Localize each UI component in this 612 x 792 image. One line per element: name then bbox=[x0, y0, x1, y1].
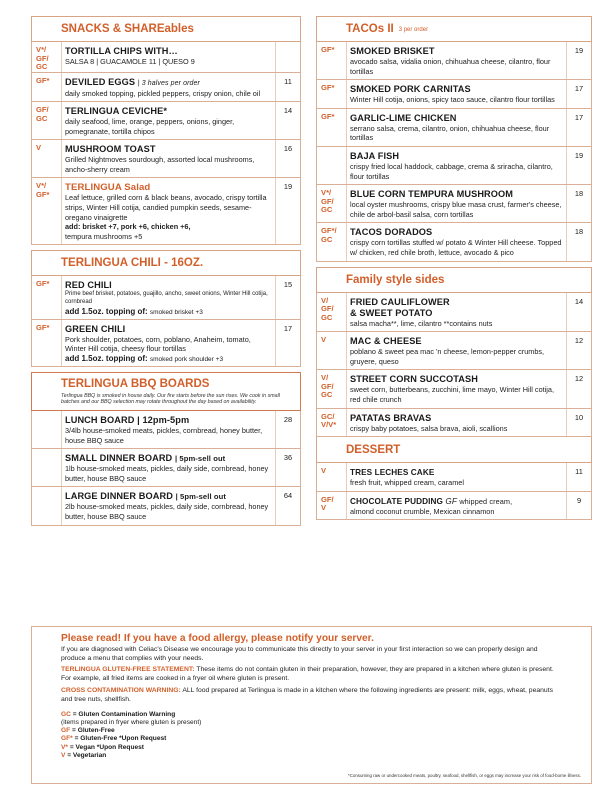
cc-warning-text: ALL food prepared at Terlingua is made in a kitchen where the following ingredients are present: milk, eggs, wheat, peanuts and tree nuts, shellfish. bbox=[61, 687, 553, 703]
section-note: 3 per order bbox=[398, 27, 429, 33]
item-name: CHOCOLATE PUDDING bbox=[350, 496, 443, 506]
diet-tag: GF/ GC bbox=[36, 105, 49, 123]
item-desc: crispy corn tortillas stuffed w/ potato & Winter Hill cheese. Topped w/ chicken, red chile broth, lettuce, avocado & pico bbox=[350, 238, 562, 257]
section-title: TACOs II bbox=[346, 23, 394, 35]
item-price: 11 bbox=[284, 76, 292, 86]
section-header-chili: TERLINGUA CHILI - 16OZ. bbox=[31, 250, 301, 276]
item-price: 19 bbox=[574, 46, 584, 55]
legend-code: V bbox=[61, 752, 66, 760]
legend-row bbox=[61, 735, 591, 743]
legend-text: (items prepared in fryer where gluten is present) bbox=[61, 718, 202, 726]
item-desc-inline: whipped cream, bbox=[459, 496, 513, 506]
celiac-text: If you are diagnosed with Celiac's Disease we encourage you to communicate this directly to your server in your first interaction so we can properly design and produce a menu that complies with your needs. bbox=[61, 646, 538, 662]
menu-item-garlic-lime-chicken bbox=[316, 109, 592, 147]
diet-legend bbox=[61, 711, 591, 761]
item-name: GREEN CHILI bbox=[65, 323, 126, 334]
item-desc: local oyster mushrooms, crispy blue masa crust, farmer's cheese, chile de arbol-basil salsa, corn tortillas bbox=[350, 200, 562, 219]
menu-item-tacos-dorados bbox=[316, 223, 592, 261]
menu-item-tortilla-chips bbox=[31, 42, 301, 73]
item-desc: daily smoked topping, pickled peppers, crispy onion, chile oil bbox=[65, 88, 261, 98]
item-price: 64 bbox=[283, 491, 293, 501]
diet-tag: V bbox=[321, 466, 327, 476]
item-name: SMOKED BRISKET bbox=[350, 46, 435, 56]
allergy-title: Please read! If you have a food allergy, please notify your server. bbox=[61, 633, 374, 644]
item-desc: 2lb house-smoked meats, pickles, daily side, cornbread, honey butter, house BBQ sauce bbox=[65, 502, 269, 521]
legend-text: = Vegetarian bbox=[67, 752, 107, 760]
item-name: GARLIC-LIME CHICKEN bbox=[350, 112, 457, 123]
diet-tag: GF* bbox=[321, 45, 335, 54]
item-desc: salsa macha**, lime, cilantro **contains nuts bbox=[350, 318, 493, 328]
item-name: SMOKED PORK CARNITAS bbox=[350, 84, 471, 95]
section-header-snacks: SNACKS & SHAREables bbox=[31, 16, 301, 42]
menu-item-mushroom-toast bbox=[31, 140, 301, 178]
item-name: TORTILLA CHIPS WITH… bbox=[65, 46, 178, 56]
bbq-intro: Terlingua BBQ is smoked in house daily. Our fire starts before the sun rises. We cook in small batches and our BBQ selection may rotate throughout the day based on availability. bbox=[61, 392, 280, 406]
legend-text: = Gluten-Free bbox=[72, 727, 115, 735]
item-name: PATATAS BRAVAS bbox=[350, 412, 432, 423]
diet-tag: GC/ V/V* bbox=[321, 411, 337, 429]
item-desc: Grilled Nightmoves sourdough, assorted local mushrooms, ancho-sherry cream bbox=[65, 155, 255, 174]
item-name: TERLINGUA Salad bbox=[65, 182, 151, 194]
legend-row bbox=[61, 727, 591, 735]
gf-statement-text: These items do not contain gluten in their preparation, however, they are prepared in a kitchen where gluten is present. For example, all fried items are cooked in a fryer oil where gluten is present. bbox=[61, 666, 554, 682]
legend-row bbox=[61, 711, 591, 719]
section-header-tacos bbox=[316, 16, 592, 42]
item-price: 12 bbox=[574, 374, 584, 384]
diet-tag: GF* bbox=[36, 75, 50, 85]
item-desc: poblano & sweet pea mac 'n cheese, lemon-pepper crumbs, gruyere, queso bbox=[350, 347, 545, 366]
menu-item-small-dinner-board bbox=[31, 449, 301, 487]
legend-row bbox=[61, 744, 591, 752]
item-name: FRIED CAULIFLOWER & SWEET POTATO bbox=[350, 296, 450, 318]
diet-tag: GF* bbox=[321, 83, 335, 93]
legend-row bbox=[61, 752, 591, 760]
legend-text: = Gluten-Free *Upon Request bbox=[74, 735, 167, 743]
left-column bbox=[31, 16, 301, 526]
item-desc: Leaf lettuce, grilled corn & black beans, avocado, crispy tortilla strips, Winter Hill cotija, candied pumpkin seeds, sesame-oregano vinaigrette bbox=[65, 193, 267, 222]
menu-item-deviled-eggs bbox=[31, 73, 301, 103]
menu-item-blue-corn-mushroom bbox=[316, 185, 592, 223]
item-name: BLUE CORN TEMPURA MUSHROOM bbox=[350, 189, 514, 200]
item-addon: add: brisket +7, pork +6, chicken +6, bbox=[65, 222, 191, 232]
diet-tag: GF*/ GC bbox=[321, 226, 337, 244]
item-price: 9 bbox=[576, 495, 582, 505]
item-tag-inline: GF bbox=[445, 496, 457, 506]
item-price: 17 bbox=[574, 84, 584, 94]
item-name: TRES LECHES CAKE bbox=[350, 468, 435, 478]
section-header-dessert: DESSERT bbox=[316, 437, 592, 463]
item-name: DEVILED EGGS bbox=[65, 76, 136, 87]
item-addon: add 1.5oz. topping of: bbox=[65, 353, 148, 363]
menu-item-pork-carnitas bbox=[316, 80, 592, 109]
item-price: 11 bbox=[575, 467, 583, 477]
allergy-notice bbox=[31, 626, 592, 784]
item-price: 10 bbox=[574, 412, 584, 422]
diet-tag: V*/ GF/ GC bbox=[321, 188, 334, 215]
item-price: 16 bbox=[283, 144, 293, 154]
item-name: MAC & CHEESE bbox=[350, 336, 422, 347]
diet-tag: GF* bbox=[321, 111, 335, 121]
menu-item-smoked-brisket bbox=[316, 42, 592, 80]
right-column bbox=[316, 16, 592, 520]
item-desc: crispy baby potatoes, salsa brava, aioli, scallions bbox=[350, 423, 508, 433]
item-name: MUSHROOM TOAST bbox=[65, 144, 156, 155]
legend-text: = Vegan *Upon Request bbox=[69, 743, 145, 751]
diet-tag: GF* bbox=[36, 322, 50, 332]
item-note: | 3 halves per order bbox=[137, 79, 200, 87]
item-price: 28 bbox=[283, 415, 293, 424]
item-name: LARGE DINNER BOARD bbox=[65, 491, 173, 502]
item-desc: serrano salsa, crema, cilantro, onion, chihuahua cheese, flour tortillas bbox=[350, 123, 550, 143]
menu-item-baja-fish bbox=[316, 147, 592, 185]
diet-tag: V*/ GF* bbox=[36, 181, 50, 199]
menu-item-tres-leches bbox=[316, 463, 592, 492]
item-desc: Prime beef brisket, potatoes, guajillo, ancho, sweet onions, Winter Hill cotija, cornbread bbox=[65, 291, 268, 306]
legend-code: GF* bbox=[61, 735, 73, 743]
diet-tag: V bbox=[36, 143, 42, 153]
item-desc: almond coconut crumble, Mexican cinnamon bbox=[350, 506, 495, 516]
gf-statement-label: TERLINGUA GLUTEN-FREE STATEMENT: bbox=[61, 666, 195, 674]
item-price bbox=[276, 42, 300, 72]
diet-tag bbox=[317, 147, 346, 184]
item-desc: 1lb house-smoked meats, pickles, daily side, cornbread, honey butter, house BBQ sauce bbox=[65, 464, 269, 483]
item-addon-rest: smoked pork shoulder +3 bbox=[149, 355, 224, 363]
menu-item-mac-cheese bbox=[316, 332, 592, 370]
item-price: 18 bbox=[574, 227, 584, 237]
item-price: 17 bbox=[283, 323, 293, 333]
item-price: 19 bbox=[574, 150, 584, 160]
item-desc: Winter Hill cotija, onions, spicy taco sauce, cilantro flour tortillas bbox=[350, 95, 555, 105]
diet-tag: V/ GF/ GC bbox=[321, 373, 334, 400]
item-desc: avocado salsa, vidalia onion, chihuahua cheese, cilantro, flour tortillas bbox=[350, 57, 551, 76]
item-price: 14 bbox=[574, 296, 584, 306]
menu-item-chocolate-pudding bbox=[316, 492, 592, 521]
item-name: STREET CORN SUCCOTASH bbox=[350, 374, 479, 385]
menu-item-ceviche bbox=[31, 102, 301, 140]
menu-item-street-corn bbox=[316, 370, 592, 408]
diet-tag: V*/ GF/ GC bbox=[36, 45, 49, 71]
item-price: 14 bbox=[283, 106, 293, 116]
item-name: SMALL DINNER BOARD bbox=[65, 453, 173, 464]
item-note: | 5pm-sell out bbox=[175, 492, 226, 502]
diet-tag: V bbox=[321, 335, 327, 345]
diet-tag: V/ GF/ GC bbox=[321, 295, 334, 322]
section-title: TERLINGUA BBQ BOARDS bbox=[61, 377, 210, 390]
item-note: | 5pm-sell out bbox=[174, 454, 226, 464]
legend-text: = Gluten Contamination Warning bbox=[72, 710, 176, 718]
cc-warning-label: CROSS CONTAMINATION WARNING: bbox=[61, 687, 181, 695]
legend-row bbox=[61, 719, 591, 727]
menu-item-fried-cauliflower bbox=[316, 293, 592, 333]
section-header-sides: Family style sides bbox=[316, 267, 592, 293]
menu-item-red-chili bbox=[31, 276, 301, 319]
item-desc: Pork shoulder, potatoes, corn, poblano, Anaheim, tomato, Winter Hill cotija, cheesy flour tortillas bbox=[65, 334, 251, 354]
raw-food-footnote: *Consuming raw or undercooked meats, poultry, seafood, shellfish, or eggs may increase your risk of food-borne illness. bbox=[348, 773, 581, 778]
item-name: RED CHILI bbox=[65, 280, 112, 291]
legend-code: V* bbox=[61, 743, 68, 751]
item-price: 17 bbox=[574, 112, 584, 122]
item-price: 36 bbox=[283, 453, 293, 463]
menu-item-terlingua-salad bbox=[31, 178, 301, 245]
section-header-bbq bbox=[31, 372, 301, 411]
item-price: 15 bbox=[283, 280, 293, 290]
item-name: LUNCH BOARD | 12pm-5pm bbox=[65, 415, 190, 425]
item-addon: add 1.5oz. topping of: bbox=[65, 306, 148, 316]
item-desc: daily seafood, lime, orange, peppers, onions, ginger, pomegranate, tortilla chipos bbox=[65, 117, 235, 136]
item-addon-cont: tempura mushrooms +5 bbox=[65, 231, 143, 241]
legend-code: GC bbox=[61, 710, 71, 718]
item-name: TACOS DORADOS bbox=[350, 227, 433, 238]
menu-item-lunch-board bbox=[31, 411, 301, 449]
item-price: 19 bbox=[283, 182, 293, 192]
item-addon-rest: smoked brisket +3 bbox=[149, 308, 203, 316]
menu-item-patatas-bravas bbox=[316, 409, 592, 438]
diet-tag: GF* bbox=[36, 279, 50, 289]
item-price: 18 bbox=[574, 189, 584, 199]
item-desc: SALSA 8 | GUACAMOLE 11 | QUESO 9 bbox=[65, 57, 195, 66]
legend-code: GF bbox=[61, 727, 71, 735]
item-desc: 3/4lb house-smoked meats, pickles, cornbread, honey butter, house BBQ sauce bbox=[65, 426, 263, 445]
item-desc: sweet corn, butterbeans, zucchini, lime mayo, Winter Hill cotija, red chile crunch bbox=[350, 385, 554, 404]
menu-item-green-chili bbox=[31, 320, 301, 367]
item-name: BAJA FISH bbox=[350, 150, 400, 161]
menu-item-large-dinner-board bbox=[31, 487, 301, 525]
item-price: 12 bbox=[574, 336, 584, 346]
item-desc: fresh fruit, whipped cream, caramel bbox=[350, 478, 464, 488]
item-name: TERLINGUA CEVICHE* bbox=[65, 106, 168, 117]
diet-tag: GF/ V bbox=[321, 494, 334, 513]
item-desc: crispy fried local haddock, cabbage, crema & sriracha, cilantro, flour tortillas bbox=[350, 161, 553, 181]
